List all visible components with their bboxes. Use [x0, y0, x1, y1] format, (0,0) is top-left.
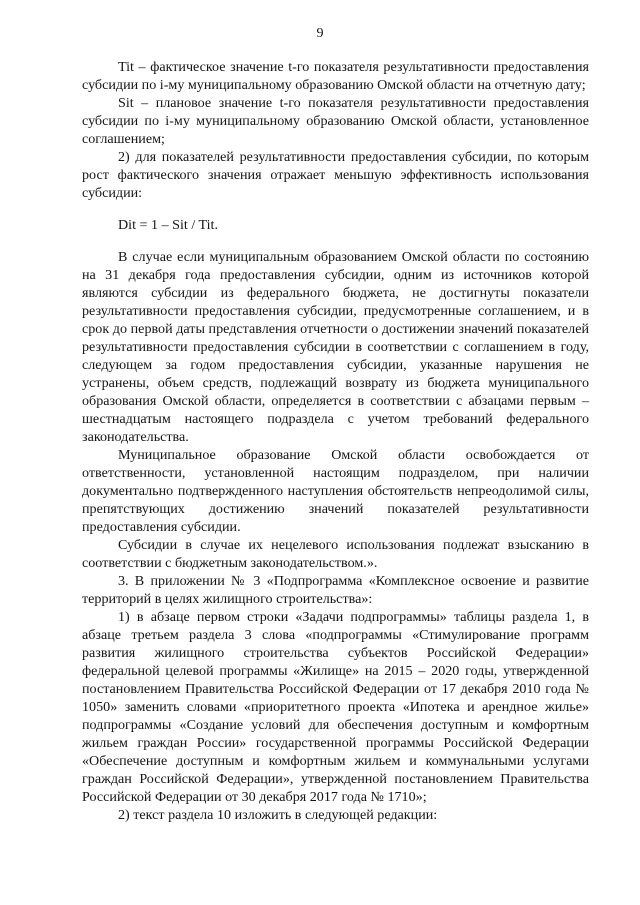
paragraph-item-2: 2) для показателей результативности предоставления субсидии, по которым рост фактического значения отражает меньшую эффективность использования субсидии:: [82, 149, 589, 201]
page-number: 9: [316, 26, 324, 41]
paragraph-item-1-replacement: 1) в абзаце первом строки «Задачи подпрограммы» таблицы раздела 1, в абзаце третьем раздела 3 слова «подпрограммы «Стимулирование программ развития жилищного строительства субъектов Российской Федерации» федеральной целевой программы «Жилище» на 2015 – 2020 годы, утвержденной постановлением Правительства Российской Федерации от 17 декабря 2010 года № 1050» заменить словами «приоритетного проекта «Ипотека и арендное жилье» подпрограммы «Создание условий для обеспечения доступным и комфортным жильем граждан России» государственной программы Российской Федерации «Обеспечение доступным и комфортным жильем и коммунальными услугами граждан Российской Федерации», утвержденной постановлением Правительства Российской Федерации от 30 декабря 2017 года № 1710»;: [82, 609, 589, 805]
paragraph-sit-definition: Sit – плановое значение t-го показателя результативности предоставления субсидии по i-му муниципальному образованию Омской области, установленное соглашением;: [82, 95, 589, 147]
formula-dit: Dit = 1 – Sit / Tit.: [118, 217, 218, 233]
document-body: [82, 58, 589, 824]
paragraph-misuse-recovery: Субсидии в случае их нецелевого использования подлежат взысканию в соответствии с бюджетным законодательством.».: [82, 537, 589, 571]
paragraph-tit-definition: Tit – фактическое значение t-го показателя результативности предоставления субсидии по i-му муниципальному образованию Омской области на отчетную дату;: [82, 59, 589, 93]
paragraph-item-2-section-10: 2) текст раздела 10 изложить в следующей редакции:: [118, 807, 438, 823]
paragraph-failure-case: В случае если муниципальным образованием Омской области по состоянию на 31 декабря года предоставления субсидии, одним из источников которой являются субсидии из федерального бюджета, не достигнуты показатели результативности предоставления субсидии, предусмотренные соглашением, и в срок до первой даты представления отчетности о достижении значений показателей результативности предоставления субсидии в соответствии с соглашением в году, следующем за годом предоставления субсидии, указанные нарушения не устранены, объем средств, подлежащий возврату из бюджета муниципального образования Омской области, определяется в соответствии с абзацами первым – шестнадцатым настоящего подраздела с учетом требований федерального законодательства.: [82, 249, 589, 445]
paragraph-appendix-3: 3. В приложении № 3 «Подпрограмма «Комплексное освоение и развитие территорий в целях жилищного строительства»:: [82, 573, 589, 607]
paragraph-force-majeure: Муниципальное образование Омской области освобождается от ответственности, установленной настоящим подразделом, при наличии документально подтвержденного наступления обстоятельств непреодолимой силы, препятствующих достижению значений показателей результативности предоставления субсидии.: [82, 447, 589, 535]
